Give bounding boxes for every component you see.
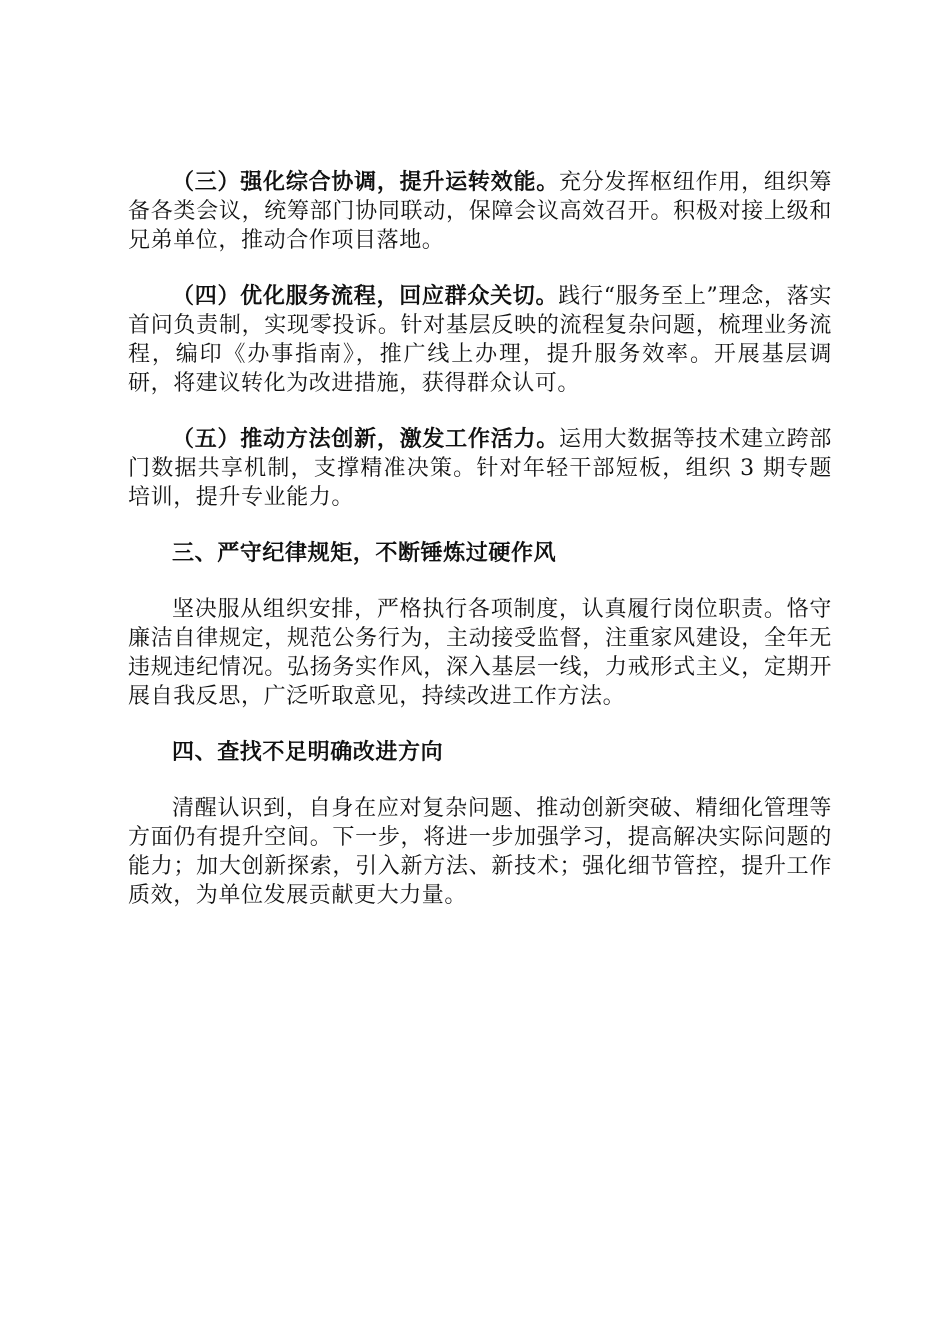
section-heading-shortcomings: 四、查找不足明确改进方向 xyxy=(172,740,444,765)
paragraph-text: 践行“服务至上”理念，落实首问负责制，实现零投诉。针对基层反映的流程复杂问题，梳理业务流程，编印《办事指南》，推广线上办理，提升服务效率。开展基层调研，将建议转化为改进措施，获得群众认可。 xyxy=(128,284,833,396)
paragraph-discipline: 坚决服从组织安排，严格执行各项制度，认真履行岗位职责。恪守廉洁自律规定，规范公务行为，主动接受监督，注重家风建设，全年无违规违纪情况。弘扬务实作风，深入基层一线，力戒形式主义，定期开展自我反思，广泛听取意见，持续改进工作方法。 xyxy=(128,597,832,709)
paragraph-text: 充分发挥枢纽作用，组织筹备各类会议，统筹部门协同联动，保障会议高效召开。积极对接上级和兄弟单位，推动合作项目落地。 xyxy=(128,170,833,253)
paragraph-lead: （四）优化服务流程，回应群众关切。 xyxy=(172,284,559,309)
section-heading-discipline: 三、严守纪律规矩，不断锤炼过硬作风 xyxy=(172,541,557,566)
paragraph-coordination xyxy=(128,168,832,255)
paragraph-lead: （五）推动方法创新，激发工作活力。 xyxy=(172,427,559,452)
paragraph-text: 运用大数据等技术建立跨部门数据共享机制，支撑精准决策。针对年轻干部短板，组织 3 期专题培训，提升专业能力。 xyxy=(128,427,833,510)
paragraph-innovation xyxy=(128,425,832,512)
paragraph-lead: （三）强化综合协调，提升运转效能。 xyxy=(172,170,559,195)
paragraph-shortcomings: 清醒认识到，自身在应对复杂问题、推动创新突破、精细化管理等方面仍有提升空间。下一步，将进一步加强学习，提高解决实际问题的能力；加大创新探索，引入新方法、新技术；强化细节管控，提升工作质效，为单位发展贡献更大力量。 xyxy=(128,796,832,908)
paragraph-service xyxy=(128,282,832,398)
document-body xyxy=(128,168,832,937)
